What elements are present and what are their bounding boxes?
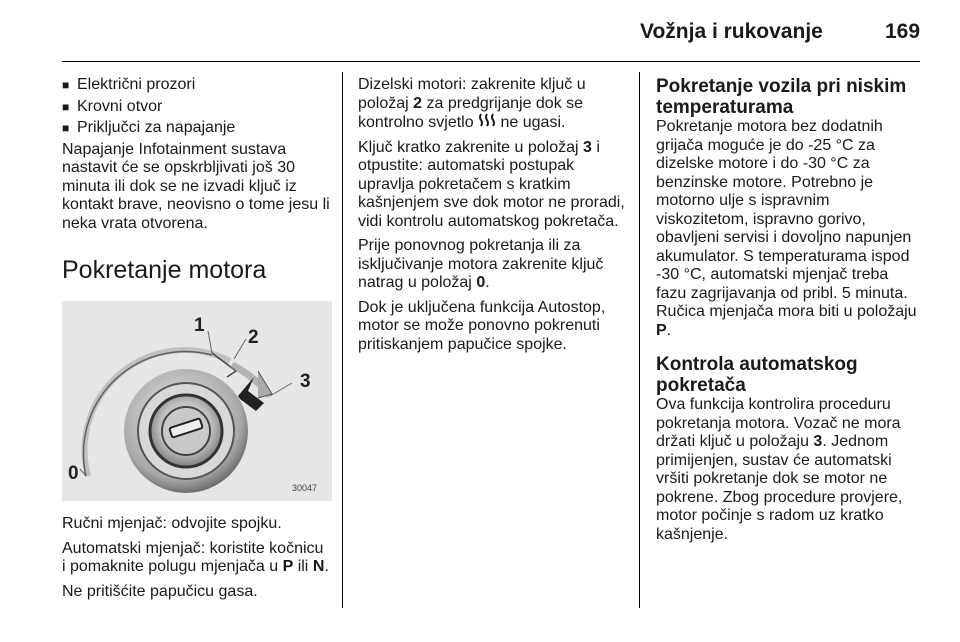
infotainment-paragraph: Napajanje Infotainment sustava nastavit će se opskrbljivati još 30 minuta ili dok se ne izvadi ključ iz kontakt brave, neovisno o tome jesu li neka vrata otvorena. (62, 140, 330, 232)
diesel-paragraph: Dizelski motori: zakrenite ključ u položaj 2 za predgrijanje dok se kontrolno svjetlo ne ugasi. (358, 76, 586, 131)
key-turn-paragraph: Ključ kratko zakrenite u položaj 3 i otpustite: automatski postupak upravlja pokretačem s kratkim kašnjenjem sve dok motor ne proradi, vidi kontrolu automatskog pokretača. (358, 138, 625, 230)
column-3 (656, 76, 922, 550)
column-divider-1 (342, 72, 343, 608)
list-item: ■ Priključci za napajanje (62, 119, 236, 136)
restart-paragraph: Prije ponovnog pokretanja ili za isključivanje motora zakrenite ključ natrag u položaj 0. (358, 237, 604, 291)
position-label-3: 3 (300, 371, 311, 392)
pedal-paragraph: Ne pritišćite papučicu gasa. (62, 582, 258, 600)
auto-starter-heading: Kontrola automatskog pokretača (656, 354, 858, 396)
bullet-list (62, 76, 330, 138)
figure-code: 30047 (292, 483, 318, 493)
autostop-paragraph: Dok je uključena funkcija Autostop, motor se može ponovno pokrenuti pritiskanjem papučice spojke. (358, 298, 606, 353)
chapter-title: Vožnja i rukovanje (640, 20, 823, 43)
bullet-icon: ■ (62, 99, 70, 114)
section-heading: Pokretanje motora (62, 256, 267, 284)
column-1 (62, 76, 330, 607)
ignition-switch-illustration (62, 301, 332, 501)
ignition-figure (62, 301, 332, 501)
auto-starter-paragraph: Ova funkcija kontrolira proceduru pokretanja motora. Vozač ne mora držati ključ u položaju 3. Jednom primijenjen, sustav će automatski vršiti pokretanje dok se motor ne pokrene. Zbog procedure provjere, motor počinje s radom uz kratko kašnjenje. (656, 396, 903, 543)
list-item: ■ Električni prozori (62, 76, 196, 93)
position-label-1: 1 (194, 315, 205, 336)
list-item: ■ Krovni otvor (62, 97, 163, 115)
column-2 (358, 76, 628, 360)
manual-transmission-paragraph: Ručni mjenjač: odvojite spojku. (62, 515, 282, 532)
low-temperature-paragraph: Pokretanje motora bez dodatnih grijača moguće je do -25 °C za dizelske motore i do -30 °C za benzinske motore. Potrebno je motorno ulje s ispravnim viskozitetom, ispravno gorivo, obavljeni servisi i dovoljno napunjen akumulator. S temperaturama ispod -30 °C, automatski mjenjač treba fazu zagrijavanja od pribl. 5 minuta. Ručica mjenjača mora biti u položaju P. (656, 118, 917, 339)
automatic-transmission-paragraph: Automatski mjenjač: koristite kočnicu i pomaknite polugu mjenjača u P ili N. (62, 539, 329, 575)
bullet-icon: ■ (62, 121, 70, 135)
position-label-2: 2 (248, 327, 259, 348)
page-number: 169 (885, 20, 921, 43)
bullet-icon: ■ (62, 78, 70, 92)
low-temperature-heading: Pokretanje vozila pri niskim temperaturama (656, 76, 907, 118)
position-label-0: 0 (68, 463, 79, 484)
glow-plug-icon (478, 113, 496, 133)
column-divider-2 (639, 72, 640, 608)
header-rule (62, 61, 920, 62)
